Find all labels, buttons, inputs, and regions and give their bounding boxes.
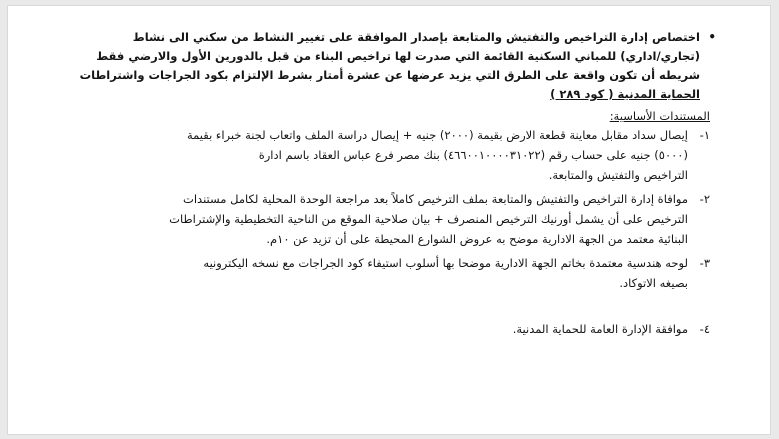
item-line: التراخيص والتفتيش والمتابعة. [548,168,688,182]
bullet-icon: • [708,30,716,44]
intro-line: شريطه أن تكون واقعة على الطرق التي يزيد عرضها عن عشرة أمتار بشرط الإلتزام بكود الجراجات واشتراطات [79,68,700,82]
item-line: لوحه هندسية معتمدة بخاتم الجهة الادارية موضحا بها أسلوب استيفاء كود الجراجات مع نسخه اليكترونيه [203,256,688,270]
item-number: ٣- [699,256,710,270]
intro-line: اختصاص إدارة التراخيص والتفتيش والمتابعة بإصدار الموافقة على تغيير النشاط من سكني الى نشاط [132,30,700,44]
list-item [68,253,710,293]
item-number: ٤- [699,322,710,336]
document-body [68,28,716,343]
list-item [68,319,710,339]
item-number: ٢- [699,192,710,206]
item-line: موافاة إدارة التراخيص والتفتيش والمتابعة بملف الترخيص كاملاً بعد مراجعة الوحدة المحلية لكامل مستندات [183,192,688,206]
item-line: البنائية معتمد من الجهة الادارية موضح به عروض الشوارع المحيطة على أن تزيد عن ١٠م. [266,232,688,246]
list-item [68,189,710,249]
item-number: ١- [699,128,710,142]
section-title: المستندات الأساسية: [609,109,710,123]
intro-paragraph [68,28,716,104]
item-line: بصيغه الاتوكاد. [619,276,688,290]
intro-line: (تجاري/اداري) للمباني السكنية القائمة التي صدرت لها تراخيص البناء من قبل بالدورين الأول والارضي فقط [96,49,700,63]
list-item [68,125,710,185]
item-line: الترخيص على أن يشمل أورنيك الترخيص المنصرف + بيان صلاحية الموقع من الناحية التخطيطية والإشتراطات [169,212,688,226]
item-line: (٥٠٠٠) جنيه على حساب رقم (٤٦٦٠٠١٠٠٠٠٣١٠٢٢) بنك مصر فرع عباس العقاد باسم ادارة [258,148,688,162]
item-line: إيصال سداد مقابل معاينة قطعة الارض بقيمة (٢٠٠٠) جنيه + إيصال دراسة الملف واتعاب لجنة خبراء بقيمة [186,128,688,142]
intro-line: الحماية المدنية ( كود ٢٨٩ ) [550,87,700,101]
scanned-page [8,6,770,434]
item-line: موافقة الإدارة العامة للحماية المدنية. [512,322,688,336]
